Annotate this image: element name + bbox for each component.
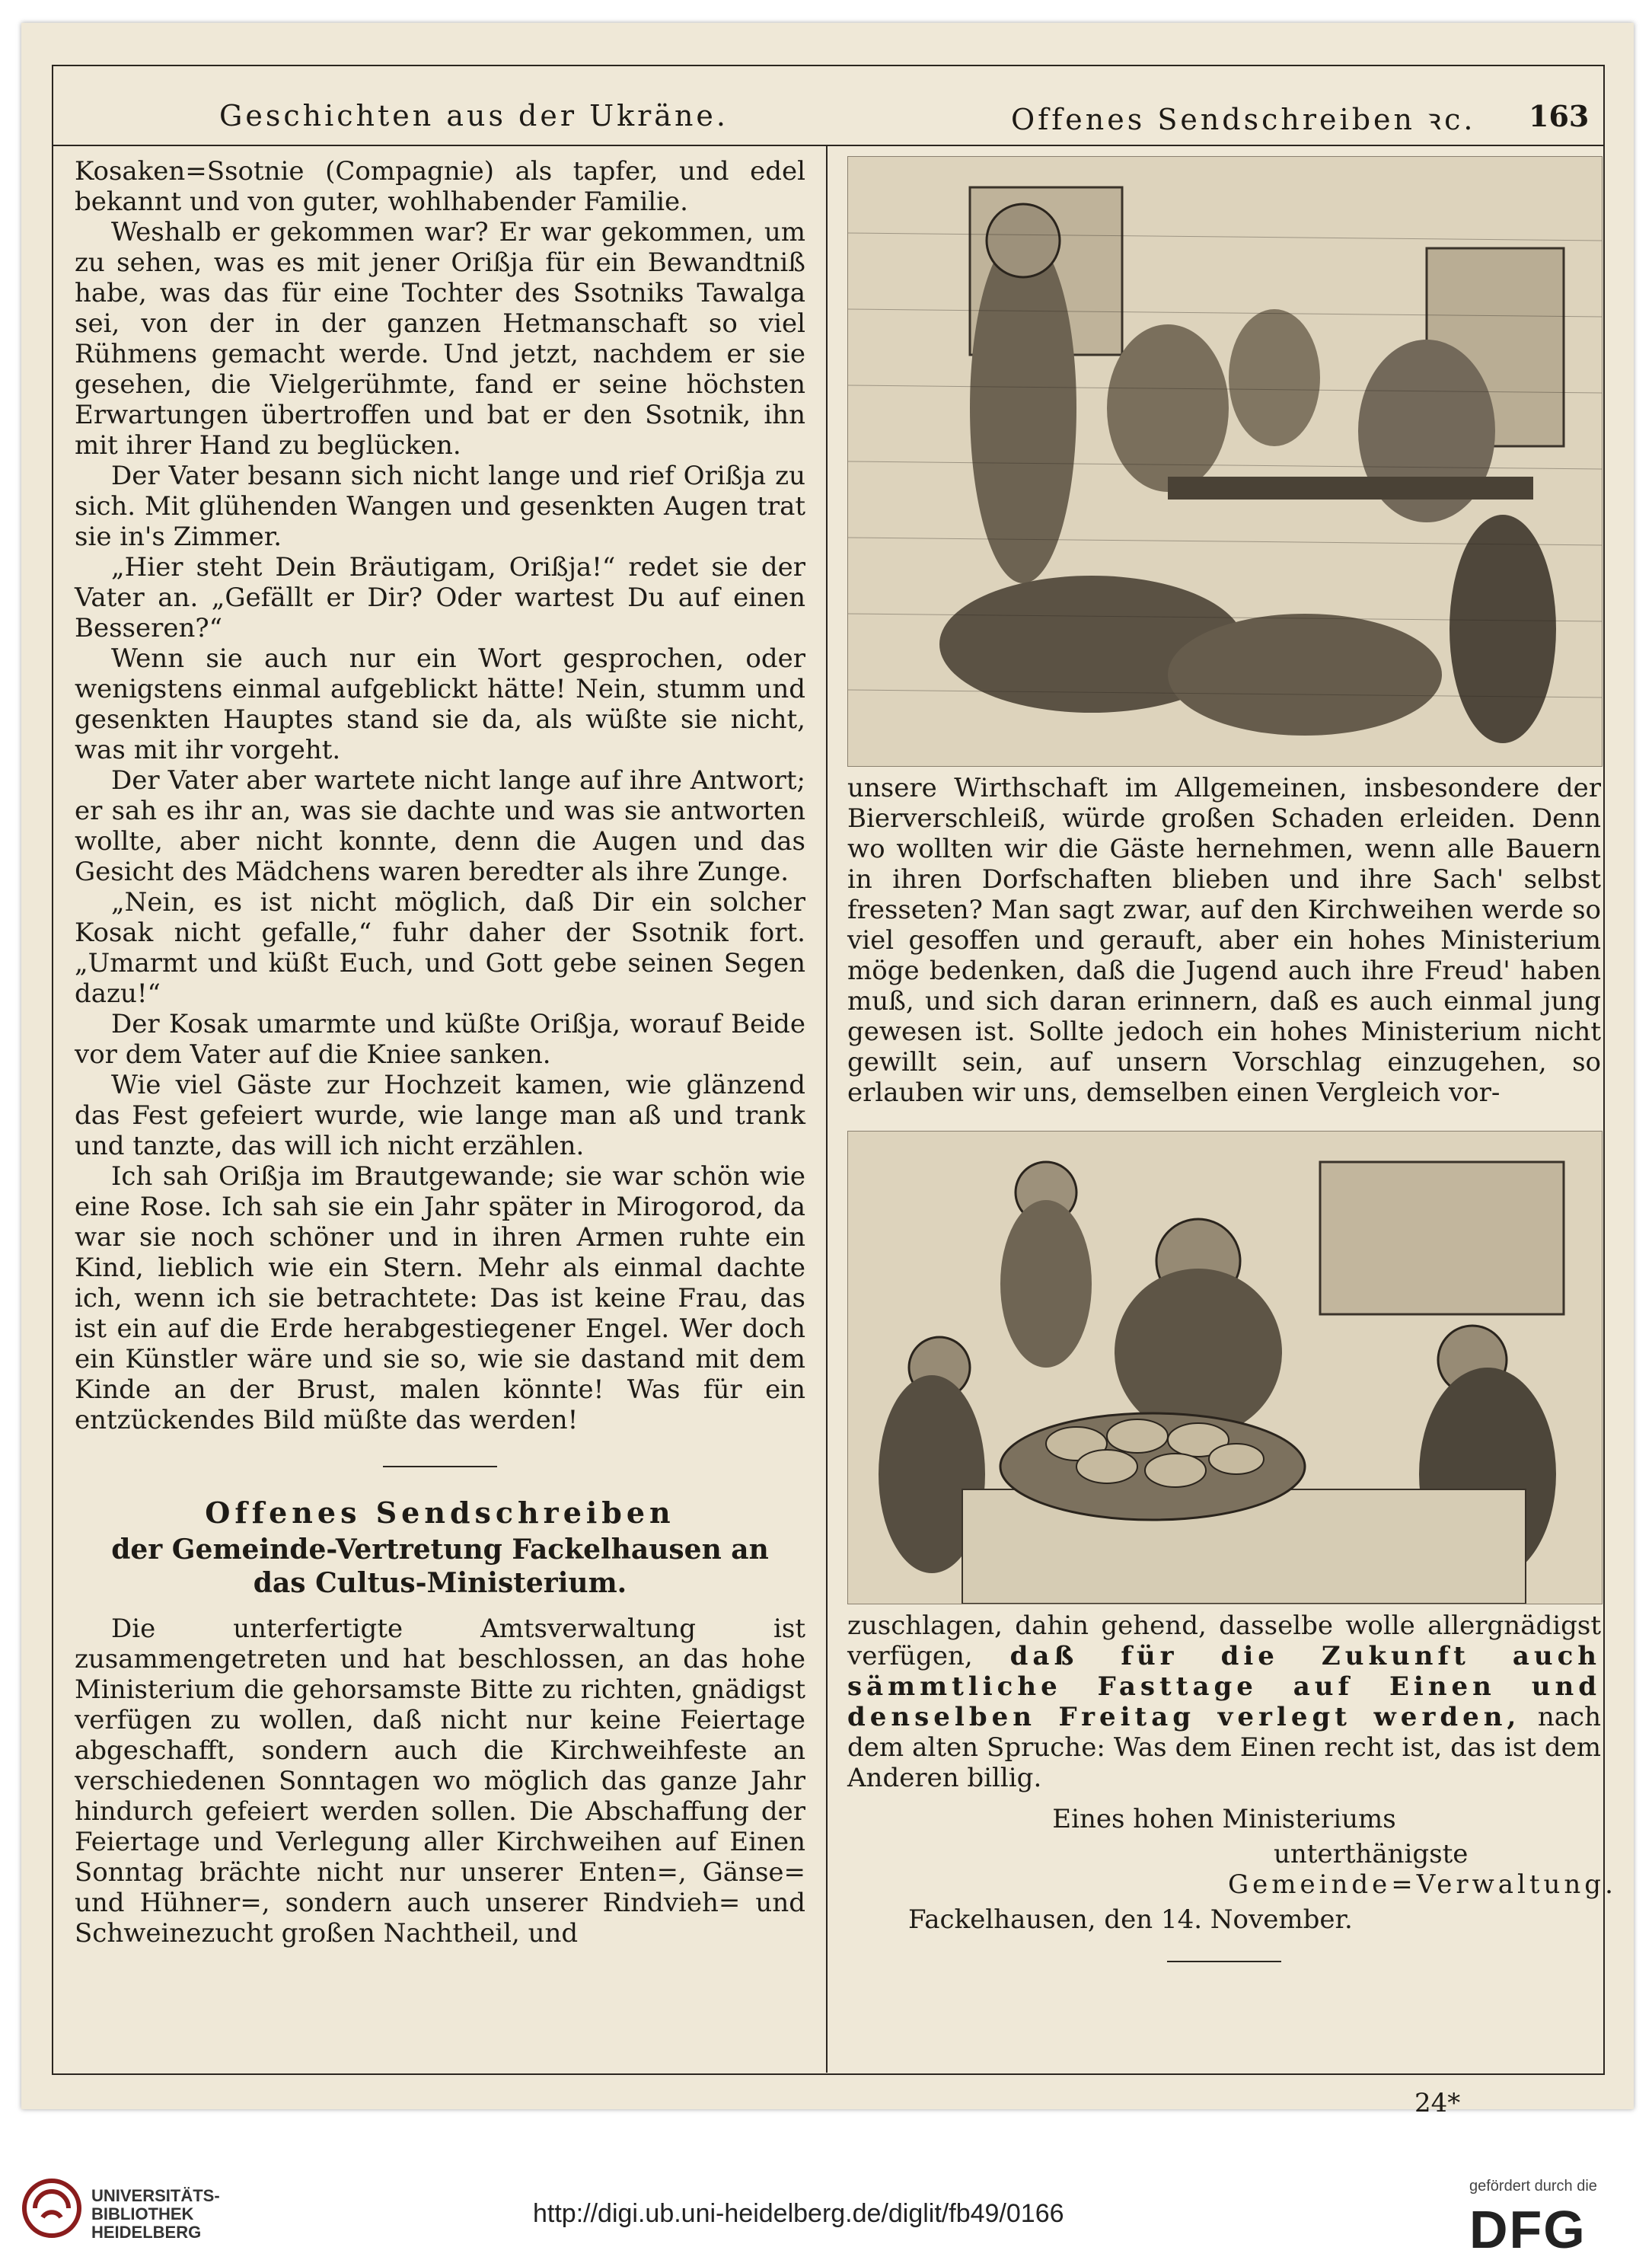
signature-mark: 24* xyxy=(1414,2088,1461,2118)
end-divider xyxy=(1167,1961,1281,1962)
footer-bar xyxy=(0,2132,1652,2249)
column-divider xyxy=(826,146,828,2073)
paragraph: Der Kosak umarmte und küßte Orißja, worauf Beide vor dem Vater auf die Kniee sanken. xyxy=(75,1009,805,1070)
paragraph: Wenn sie auch nur ein Wort gesprochen, oder wenigstens einmal aufgeblickt hätte! Nein, stumm und gesenkten Hauptes stand sie da, als wüßte sie nicht, was mit ihr vorgeht. xyxy=(75,643,805,765)
university-library-logo xyxy=(21,2178,82,2242)
paragraph: Ich sah Orißja im Brautgewande; sie war schön wie eine Rose. Ich sah sie ein Jahr später in Mirogorod, da war sie noch schöner und in ihren Armen ruhte ein Kind, lieblich wie ein Stern. Mehr als einmal dachte ich, wenn ich sie betrachtete: Das ist keine Frau, das ist ein auf die Erde herabgestiegener Engel. Wer doch ein Künstler wäre und sie so, wie sie dastand mit dem Kinde an der Brust, malen könnte! Was für ein entzückendes Bild müßte das werden! xyxy=(75,1161,805,1435)
right-column-bottom xyxy=(847,1610,1617,1962)
right-running-head: Offenes Sendschreiben ꝛc. xyxy=(1011,103,1476,136)
section-subtitle: der Gemeinde-Vertretung Fackelhausen an das Cultus-Ministerium. xyxy=(111,1534,769,1599)
closing-line: unterthänigste xyxy=(1274,1839,1469,1869)
paragraph: Die unterfertigte Amtsverwaltung ist zusammengetreten und hat beschlossen, an das hohe Ministerium die gehorsamste Bitte zu richten, gnädigst verfügen zu wollen, daß nicht nur keine Feiertage abgeschafft, sondern auch die Kirchweihfeste an verschiedenen Sonntagen wo möglich das ganze Jahr hindurch gefeiert werden sollen. Die Abschaffung der Feiertage und Verlegung aller Kirchweihen auf Einen Sonntag brächte nicht nur unserer Enten=, Gänse= und Hühner=, sondern auch unserer Rindvieh= und Schweinezucht großen Nachtheil, und xyxy=(75,1614,805,1949)
text-run: zuschlagen, dahin gehend, dasselbe wolle allergnädigst verfügen, xyxy=(847,1610,1601,1671)
place-date: Fackelhausen, den 14. November. xyxy=(908,1904,1353,1935)
paragraph: Der Vater besann sich nicht lange und rief Orißja zu sich. Mit glühenden Wangen und gesenkten Augen trat sie in's Zimmer. xyxy=(75,461,805,552)
header-rule xyxy=(53,145,1603,146)
left-column xyxy=(75,156,805,1949)
paragraph: „Nein, es ist nicht möglich, daß Dir ein solcher Kosak nicht gefalle,“ fuhr daher der Ssotnik fort. „Umarmt und küßt Euch, und Gott gebe seinen Segen dazu!“ xyxy=(75,887,805,1009)
section-title: Offenes Sendschreiben xyxy=(205,1495,675,1530)
closing-line: Eines hohen Ministeriums xyxy=(1052,1804,1396,1834)
library-seal-icon xyxy=(21,2178,82,2239)
closing-signature: Gemeinde=Verwaltung. xyxy=(1228,1869,1617,1900)
right-column-top xyxy=(847,773,1601,1108)
page-number: 163 xyxy=(1529,99,1590,133)
emphasized-text: daß für die Zukunft auch sämmtliche Fasttage auf Einen und denselben Freitag verlegt werden, xyxy=(847,1641,1601,1732)
scanned-page xyxy=(21,23,1634,2118)
dfg-logo: DFG xyxy=(1469,2200,1587,2259)
paragraph: unsere Wirthschaft im Allgemeinen, insbesondere der Bierverschleiß, würde großen Schaden erleiden. Denn wo wollten wir die Gäste hernehmen, wenn alle Bauern in ihren Dorfschaften blieben und ihre Sach' selbst fresseten? Man sagt zwar, auf den Kirchweihen werde so viel gesoffen und gerauft, aber ein hohes Ministerium möge bedenken, daß die Jugend auch ihre Freud' haben muß, und sich daran erinnern, daß es auch einmal jung gewesen ist. Sollte jedoch ein hohes Ministerium nicht gewillt sein, auf unsern Vorschlag einzugehen, so erlauben wir uns, demselben einen Vergleich vor- xyxy=(847,773,1601,1108)
funding-note: gefördert durch die xyxy=(1469,2178,1597,2195)
paragraph: Weshalb er gekommen war? Er war gekommen, um zu sehen, was es mit jener Orißja für ein Bewandtniß habe, was das für eine Tochter des Ssotniks Tawalga sei, von der in der ganzen Hetmanschaft so viel Rühmens gemacht werde. Und jetzt, nachdem er sie gesehen, die Vielgerühmte, fand er seine höchsten Erwartungen übertroffen und bat er den Ssotnik, ihn mit ihrer Hand zu beglücken. xyxy=(75,217,805,461)
text-run: nach dem alten Spruche: Was dem Einen recht ist, das ist dem Anderen billig. xyxy=(847,1702,1601,1793)
left-running-head: Geschichten aus der Ukräne. xyxy=(219,99,729,132)
illustration-tavern-scene xyxy=(847,156,1603,767)
woodcut-engraving-icon xyxy=(848,157,1602,766)
paragraph: Kosaken=Ssotnie (Compagnie) als tapfer, und edel bekannt und von guter, wohlhabender Familie. xyxy=(75,156,805,217)
paragraph: Wie viel Gäste zur Hochzeit kamen, wie glänzend das Fest gefeiert wurde, wie lange man aß und trank und tanzte, das will ich nicht erzählen. xyxy=(75,1070,805,1161)
illustration-feast-scene xyxy=(847,1131,1603,1604)
woodcut-engraving-icon xyxy=(848,1132,1602,1604)
paragraph: „Hier steht Dein Bräutigam, Orißja!“ redet sie der Vater an. „Gefällt er Dir? Oder wartest Du auf einen Besseren?“ xyxy=(75,552,805,643)
library-name: UNIVERSITÄTS- BIBLIOTHEK HEIDELBERG xyxy=(91,2186,220,2242)
source-url-link[interactable]: http://digi.ub.uni-heidelberg.de/diglit/fb49/0166 xyxy=(533,2199,1064,2228)
paragraph: Der Vater aber wartete nicht lange auf ihre Antwort; er sah es ihr an, was sie dachte und was sie antworten wollte, aber nicht konnte, denn die Augen und das Gesicht des Mädchens waren beredter als ihre Zunge. xyxy=(75,765,805,887)
